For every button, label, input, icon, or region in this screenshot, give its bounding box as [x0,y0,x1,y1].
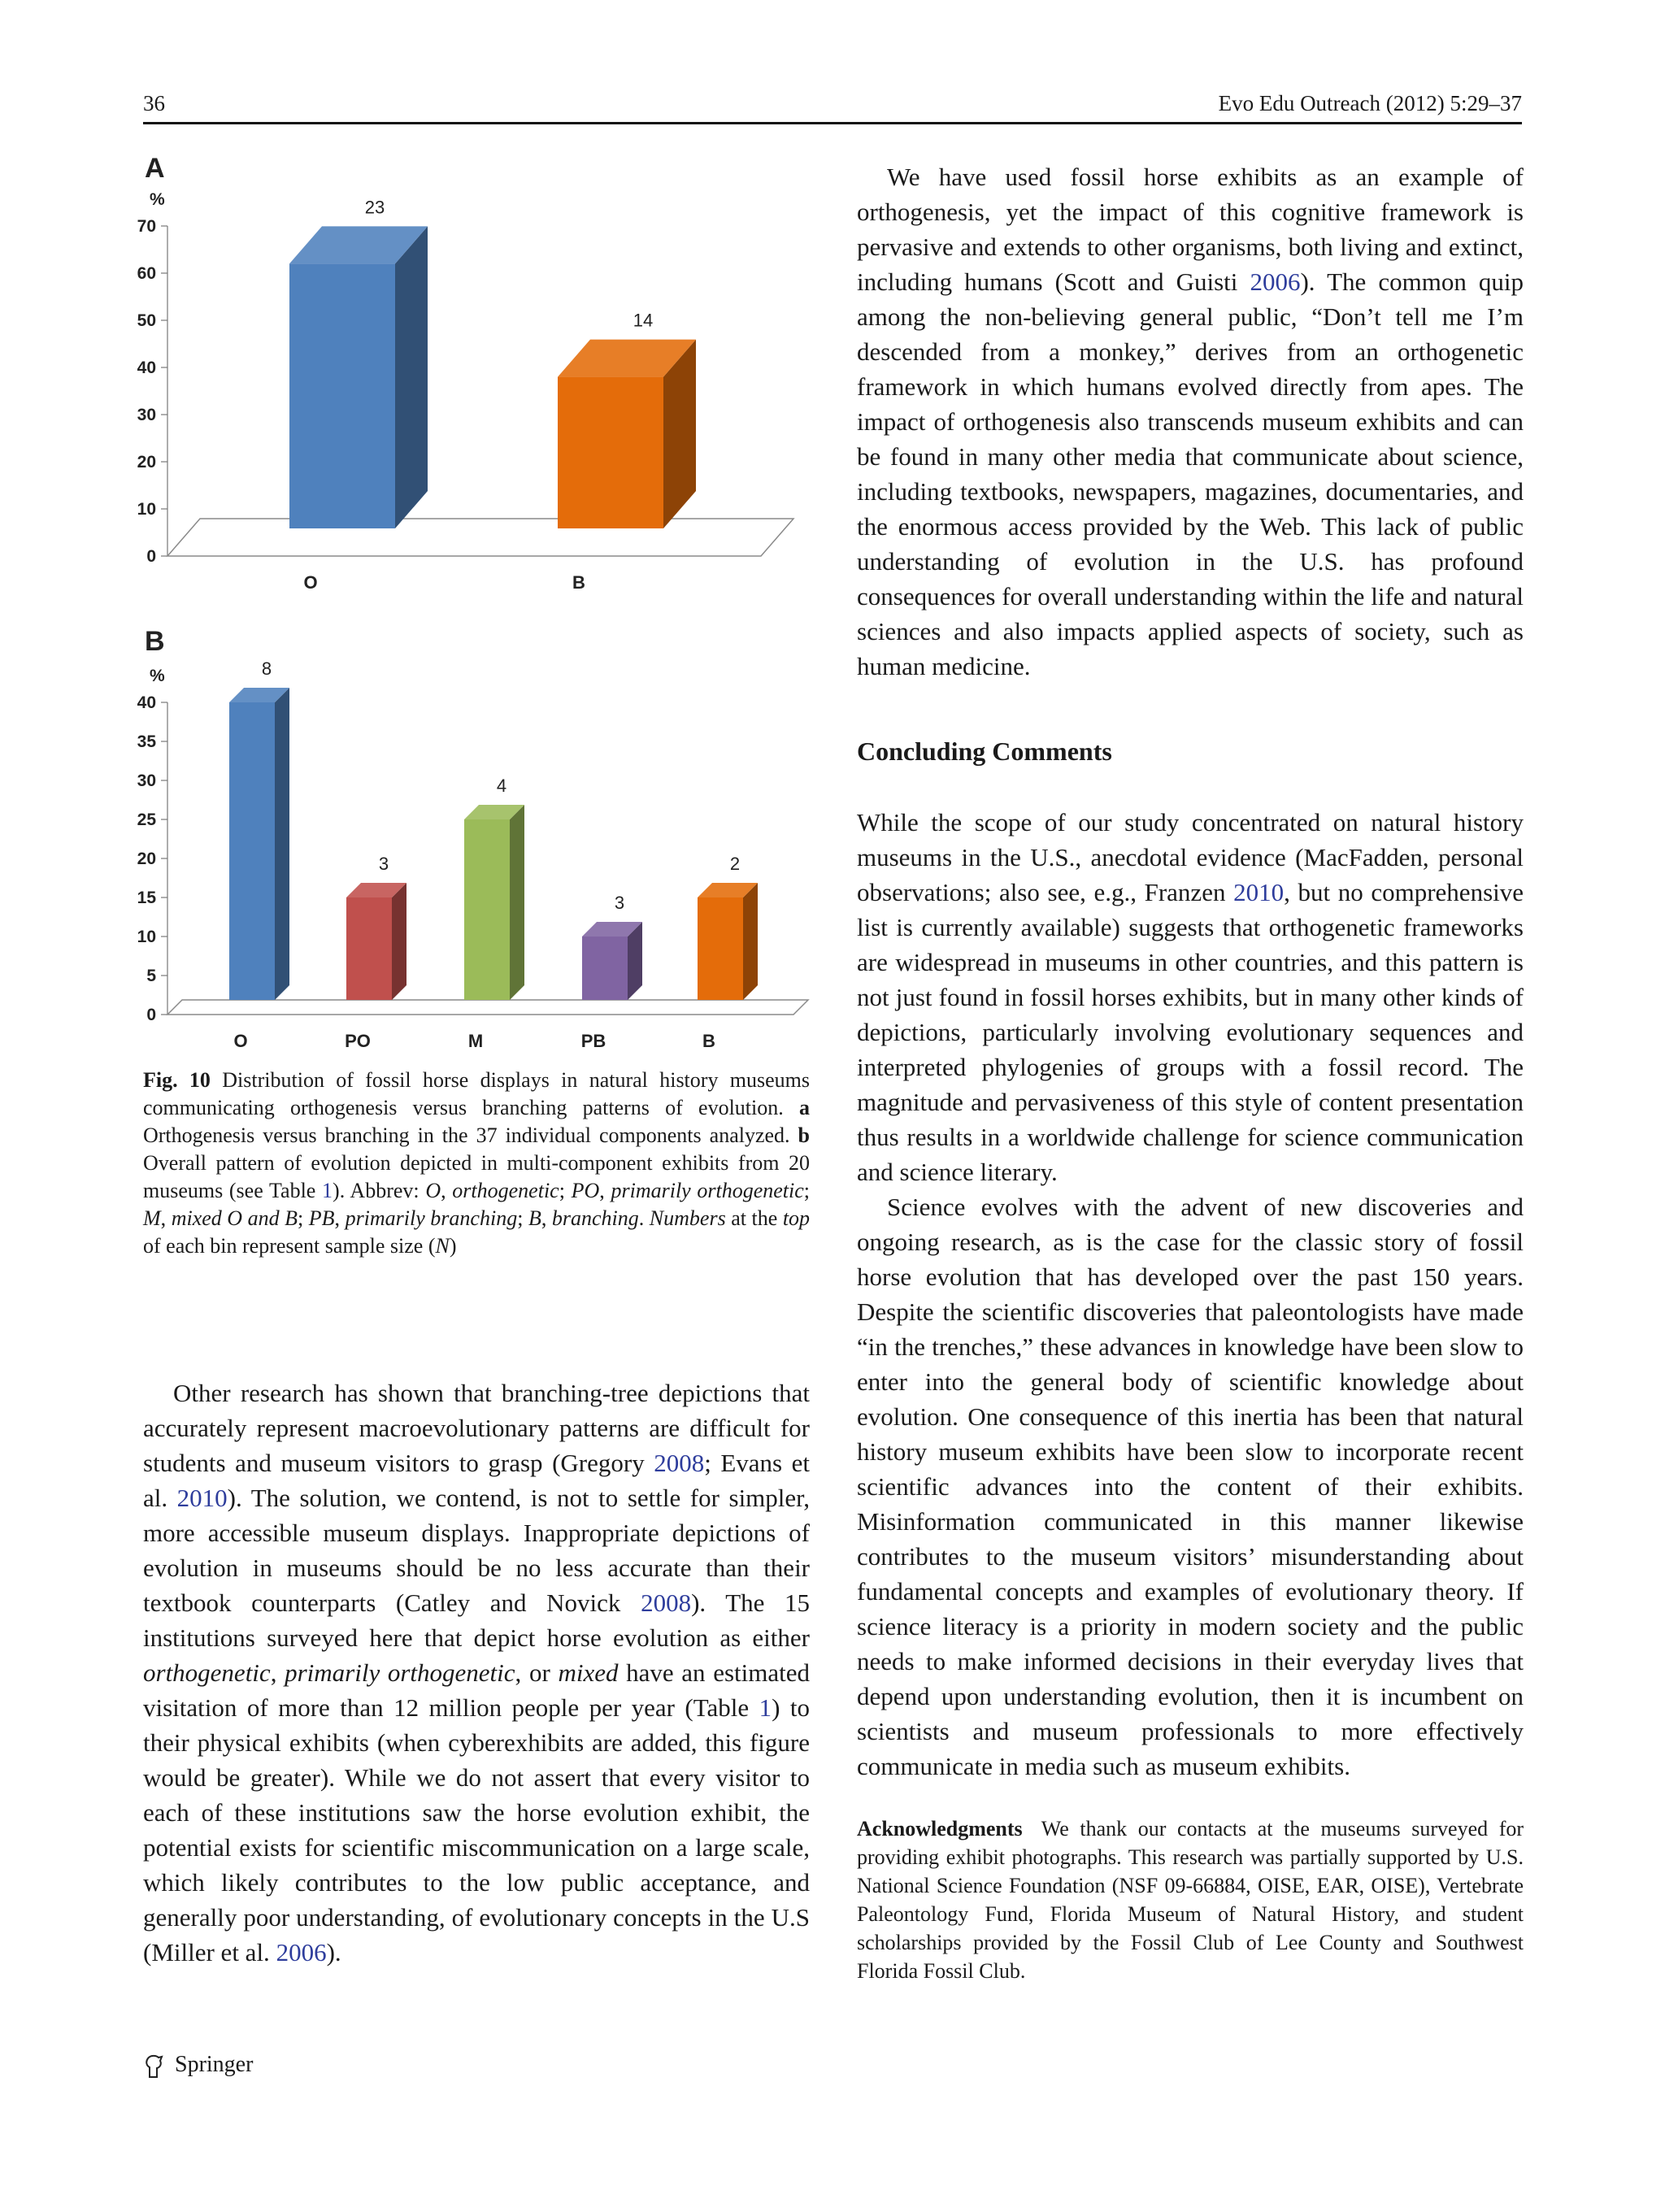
acknowledgments-title: Acknowledgments [857,1817,1023,1840]
bar [346,897,392,1000]
bar-sample-size-label: 8 [261,658,272,679]
bar-side [510,805,524,1000]
paragraph: Other research has shown that branching-tree depictions that accurately represent macroevolutionary patterns are difficult for students and museum visitors to grasp (Gregory 2008; Evans et al. 2010). The solution, we contend, is not to settle for simpler, more accessible museum displays. Inappropriate depictions of evolution in museums should be no less accurate than their textbook counterparts (Catley and Novick 2008). The 15 institutions surveyed here that depict horse evolution as either orthogenetic, primarily orthogenetic, or mixed have an estimated visitation of more than 12 million people per year (Table 1) to their physical exhibits (when cyberexhibits are added, this figure would be greater). While we do not assert that every visitor to each of these institutions saw the horse evolution exhibit, the potential exists for scientific miscommunication on a large scale, which likely contributes to the low public acceptance, and generally poor understanding, of evolutionary concepts in the U.S (Miller et al. 2006). [143,1379,811,1966]
chart-floor [167,519,793,556]
panel-label: A [145,153,165,184]
citation-link[interactable]: 2008 [641,1588,692,1617]
y-tick-label: 40 [137,359,156,377]
figure-10a-chart [137,151,826,593]
bar [582,937,628,1000]
x-tick-label: M [467,1031,484,1051]
y-tick-label: 15 [137,889,156,907]
y-tick-label: 50 [137,311,156,330]
y-tick-label: 25 [137,810,156,829]
figure-caption: Fig. 10 Distribution of fossil horse displays in natural history museums communicating orthogenesis versus branching patterns of evolution. a Orthogenesis versus branching in the 37 individual components analyzed. b Overall pattern of evolution depicted in multi-component exhibits from 20 museums (see Table 1). Abbrev: O, orthogenetic; PO, primarily orthogenetic; M, mixed O and B; PB, primarily branching; B, branching. Numbers at the top of each bin represent sample size (N) [143,1068,811,1258]
citation-link[interactable]: 2008 [654,1449,705,1477]
bar-sample-size-label: 3 [614,893,625,913]
y-tick-label: 5 [146,967,156,985]
bar [558,377,663,528]
figure-label: Fig. 10 [143,1068,211,1092]
bar-sample-size-label: 23 [364,197,385,218]
y-tick-label: 30 [137,771,156,790]
bar-sample-size-label: 14 [633,310,654,331]
y-tick-label: 10 [137,500,156,519]
journal-citation: Evo Edu Outreach (2012) 5:29–37 [1218,91,1522,115]
y-tick-label: 10 [137,928,156,946]
x-tick-label: B [572,572,585,593]
paragraph: While the scope of our study concentrated on natural history museums in the U.S., anecdotal evidence (MacFadden, personal observations; also see, e.g., Franzen 2010, but no comprehensive list is currently available) suggests that orthogenetic frameworks are widespread in museums in other countries, and this pattern is not just found in fossil horses exhibits, but in many other kinds of depictions, particularly involving evolutionary sequences and interpreted phylogenies of groups with a fossil record. The magnitude and pervasiveness of this style of content presentation thus results in a worldwide challenge for science communication and science literary. [857,808,1524,1186]
bar [698,897,743,1000]
y-tick-label: 20 [137,850,156,868]
y-tick-label: 30 [137,406,156,424]
x-tick-label: PO [345,1031,371,1051]
y-tick-label: 0 [146,1006,156,1024]
citation-link[interactable]: 2010 [1233,878,1285,906]
y-tick-label: 20 [137,453,156,472]
panel-label: B [145,626,165,657]
x-tick-label: O [233,1031,248,1051]
page-number: 36 [143,91,165,115]
y-tick-label: 0 [146,547,156,566]
citation-link[interactable]: 2006 [276,1938,327,1966]
publisher-footer: Springer [143,2052,253,2079]
section-heading: Concluding Comments [857,737,1112,766]
bar-side [395,226,428,528]
header-rule [143,122,1522,124]
bar-sample-size-label: 2 [729,854,741,874]
chart-floor [167,1000,808,1015]
bar-side [275,688,289,1000]
bar [464,819,510,1000]
acknowledgments [857,1814,1524,1985]
bar-sample-size-label: 4 [496,776,507,796]
left-column-body [143,1375,810,1970]
bar-sample-size-label: 3 [378,854,389,874]
table-link[interactable]: 1 [759,1693,772,1722]
acknowledgments-text: We thank our contacts at the museums surveyed for providing exhibit photographs. This research was partially supported by U.S. National Science Foundation (NSF 09-66884, OISE, EAR, OISE), Vertebrate Paleontology Fund, Florida Museum of Natural History, and student scholarships provided by the Fossil Club of Lee County and Southwest Florida Fossil Club. [857,1817,1524,1983]
y-tick-label: 70 [137,217,156,236]
y-tick-label: 35 [137,732,156,751]
figure-10b-chart [137,624,826,1051]
y-tick-label: 60 [137,264,156,283]
citation-link[interactable]: 2006 [1250,267,1301,296]
right-column-intro [857,159,1524,684]
springer-horse-icon [143,2054,164,2079]
y-tick-label: 40 [137,693,156,712]
bar-side [392,883,406,1000]
x-tick-label: B [702,1031,715,1051]
table-link[interactable]: 1 [322,1179,333,1202]
y-axis-label: % [150,667,165,685]
bar-side [743,883,758,1000]
x-tick-label: O [303,572,318,593]
y-axis-label: % [150,190,165,209]
bar [289,263,395,528]
x-tick-label: PB [580,1031,606,1051]
paragraph: Science evolves with the advent of new discoveries and ongoing research, as is the case for the classic story of fossil horse evolution that has developed over the past 150 years. Despite the scientific discoveries that paleontologists have made “in the trenches,” these advances in knowledge have been slow to enter into the general body of scientific knowledge about evolution. One consequence of this inertia has been that natural history museum exhibits have been slow to incorporate recent scientific advances into the content of their exhibits. Misinformation communicated in this manner likewise contributes to the museum visitors’ misunderstanding about fundamental concepts and examples of evolutionary theory. If science literacy is a priority in modern society and the public needs to make informed decisions in their everyday lives that depend upon understanding evolution, then it is incumbent on scientists and museum professionals to more effectively communicate in media such as museum exhibits. [857,1193,1524,1780]
bar [229,702,275,1000]
citation-link[interactable]: 2010 [176,1484,228,1512]
right-column-body [857,805,1524,1784]
paragraph: We have used fossil horse exhibits as an example of orthogenesis, yet the impact of this cognitive framework is pervasive and extends to other organisms, both living and extinct, including humans (Scott and Guisti 2006). The common quip among the non-believing general public, “Don’t tell me I’m descended from a monkey,” derives from an orthogenetic framework in which humans evolved directly from apes. The impact of orthogenesis also transcends museum exhibits and can be found in many other media that communicate about science, including textbooks, newspapers, magazines, documentaries, and the enormous access provided by the Web. This lack of public understanding of evolution in the U.S. has profound consequences for overall understanding within the life and natural sciences and also impacts applied aspects of society, such as human medicine. [857,163,1524,680]
